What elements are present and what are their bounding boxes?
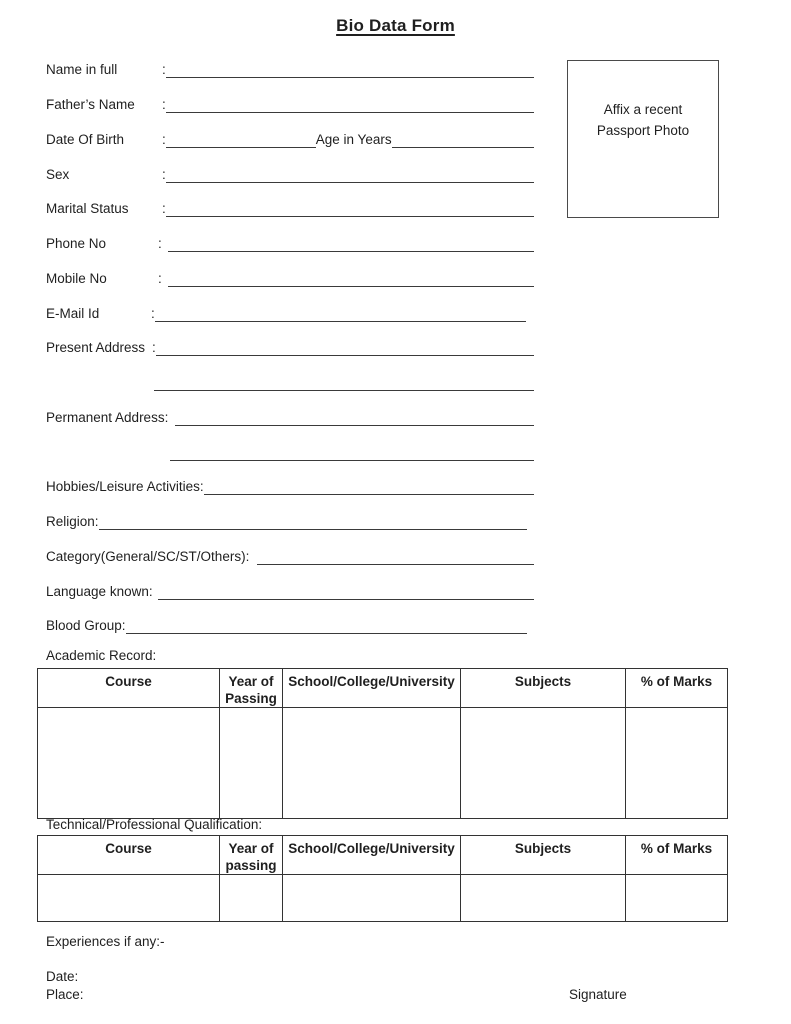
technical-body-row — [38, 875, 728, 922]
phone-no-colon: : — [158, 236, 162, 252]
field-row-sex — [46, 157, 534, 192]
technical-header-marks: % of Marks — [626, 836, 728, 875]
phone-no-fill-line[interactable] — [168, 236, 534, 252]
experiences-label: Experiences if any:- — [46, 934, 165, 949]
academic-body-row — [38, 708, 728, 819]
photo-box-text-line1: Affix a recent — [603, 102, 683, 117]
academic-header-row — [38, 669, 728, 708]
present-address-fill-line[interactable] — [156, 340, 534, 356]
signature-label: Signature — [569, 987, 627, 1002]
present-address-fill-line2[interactable] — [154, 375, 534, 391]
present-address-label: Present Address — [46, 340, 146, 356]
age-fill-line[interactable] — [392, 132, 534, 148]
email-id-label: E-Mail Id — [46, 305, 100, 321]
mobile-no-label: Mobile No — [46, 270, 107, 286]
category-fill-line[interactable] — [257, 549, 534, 565]
hobbies-fill-line[interactable] — [204, 479, 534, 495]
email-id-colon: : — [151, 305, 155, 321]
technical-cell-marks[interactable] — [626, 875, 728, 922]
field-row-religion — [46, 505, 534, 540]
field-row-fathers-name — [46, 88, 534, 123]
page-title: Bio Data Form — [336, 16, 455, 35]
name-fill-line[interactable] — [166, 62, 534, 78]
present-address-colon: : — [152, 340, 156, 356]
language-known-label: Language known: — [46, 583, 153, 599]
field-row-phone-no — [46, 227, 534, 262]
name-label: Name in full — [46, 62, 118, 78]
field-row-blood-group — [46, 609, 534, 644]
dob-fill-line[interactable] — [166, 132, 316, 148]
technical-header-course: Course — [38, 836, 220, 875]
field-row-hobbies — [46, 470, 534, 505]
field-row-language-known — [46, 574, 534, 609]
religion-fill-line[interactable] — [99, 514, 527, 530]
marital-status-colon: : — [162, 201, 166, 217]
category-label: Category(General/SC/ST/Others): — [46, 548, 250, 564]
technical-qualification-table — [37, 835, 728, 922]
technical-cell-year-of-passing[interactable] — [220, 875, 283, 922]
marital-status-fill-line[interactable] — [166, 201, 534, 217]
academic-cell-year-of-passing[interactable] — [220, 708, 283, 819]
academic-cell-school[interactable] — [283, 708, 461, 819]
technical-header-subjects: Subjects — [461, 836, 626, 875]
field-row-present-address — [46, 331, 534, 366]
technical-qualification-section-label: Technical/Professional Qualification: — [46, 817, 263, 832]
field-row-permanent-address-line2 — [46, 435, 534, 470]
field-row-present-address-line2 — [46, 366, 534, 401]
academic-cell-course[interactable] — [38, 708, 220, 819]
photo-box-text-line2: Passport Photo — [596, 123, 690, 138]
passport-photo-box — [567, 60, 719, 218]
academic-header-subjects: Subjects — [461, 669, 626, 708]
academic-record-table — [37, 668, 728, 819]
fathers-name-colon: : — [162, 97, 166, 113]
fathers-name-fill-line[interactable] — [166, 97, 534, 113]
technical-header-year-of-passing: Year of passing — [220, 836, 283, 875]
field-row-marital-status — [46, 192, 534, 227]
field-row-name-in-full — [46, 53, 534, 88]
academic-header-marks: % of Marks — [626, 669, 728, 708]
academic-cell-marks[interactable] — [626, 708, 728, 819]
blood-group-fill-line[interactable] — [126, 618, 527, 634]
academic-header-course: Course — [38, 669, 220, 708]
sex-label: Sex — [46, 166, 70, 182]
religion-label: Religion: — [46, 514, 99, 530]
personal-details-fields — [46, 53, 534, 644]
permanent-address-label: Permanent Address: — [46, 409, 169, 425]
dob-label: Date Of Birth — [46, 131, 125, 147]
permanent-address-fill-line[interactable] — [175, 410, 534, 426]
fathers-name-label: Father’s Name — [46, 97, 135, 113]
field-row-mobile-no — [46, 262, 534, 297]
mobile-no-fill-line[interactable] — [168, 271, 534, 287]
marital-status-label: Marital Status — [46, 201, 129, 217]
field-row-date-of-birth — [46, 123, 534, 158]
page-title-row — [0, 16, 791, 36]
hobbies-label: Hobbies/Leisure Activities: — [46, 479, 204, 495]
sex-fill-line[interactable] — [166, 167, 534, 183]
academic-header-year-of-passing: Year of Passing — [220, 669, 283, 708]
name-colon: : — [162, 62, 166, 78]
field-row-permanent-address — [46, 401, 534, 436]
language-known-fill-line[interactable] — [158, 584, 534, 600]
technical-header-row — [38, 836, 728, 875]
technical-header-school: School/College/University — [283, 836, 461, 875]
academic-record-section-label: Academic Record: — [46, 648, 157, 663]
place-label: Place: — [46, 987, 84, 1002]
mobile-no-colon: : — [158, 270, 162, 286]
age-in-years-label: Age in Years — [315, 131, 392, 147]
technical-cell-school[interactable] — [283, 875, 461, 922]
blood-group-label: Blood Group: — [46, 618, 126, 634]
date-label: Date: — [46, 969, 79, 984]
email-id-fill-line[interactable] — [155, 306, 526, 322]
technical-cell-subjects[interactable] — [461, 875, 626, 922]
field-row-email-id — [46, 296, 534, 331]
phone-no-label: Phone No — [46, 236, 107, 252]
academic-header-school: School/College/University — [283, 669, 461, 708]
field-row-category — [46, 540, 534, 575]
academic-cell-subjects[interactable] — [461, 708, 626, 819]
technical-cell-course[interactable] — [38, 875, 220, 922]
permanent-address-fill-line2[interactable] — [170, 445, 534, 461]
dob-colon: : — [162, 131, 166, 147]
sex-colon: : — [162, 166, 166, 182]
